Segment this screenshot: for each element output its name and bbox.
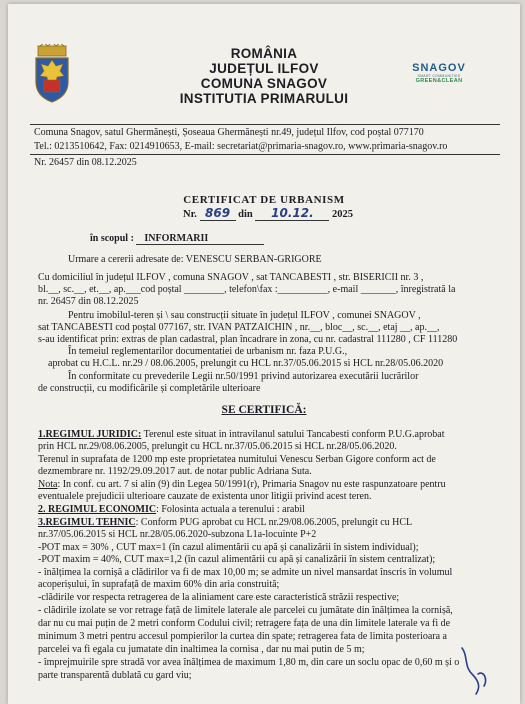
document-page — [8, 4, 520, 704]
urbanism-basis-line: În temeiul reglementarilor documentatiei de urbanism nr. faza P.U.G., — [68, 346, 348, 357]
regime-economic-title: 2. REGIMUL ECONOMIC — [38, 504, 157, 515]
regime-line-06: eventualele prejudicii ulterioare cauzate de existenta unor litigii privind acest teren. — [38, 491, 372, 502]
regime-line-04: dezmembrare nr. 1192/29.09.2017 aut. de notar public Adriana Suta. — [38, 466, 312, 477]
scope-value: INFORMARII — [136, 233, 264, 245]
regime-line-18: parcelei va fi egala cu jumatate din inaltimea la cornisa , dar nu mai putin de 5 m; — [38, 644, 365, 655]
note-label: Nota — [38, 479, 58, 490]
nr-label: Nr. — [183, 209, 197, 220]
signature-mark-icon — [454, 644, 494, 696]
scope-label: în scopul : — [90, 233, 134, 244]
regime-line-03: Terenul in suprafata de 1200 mp este proprietatea numitului Venescu Serban Gigore conform act de — [38, 454, 436, 465]
regime-line-12: - înălțimea la cornișă a clădirilor va fi de max 10,00 m; se admite un nivel mansardat înscris în volumul — [38, 567, 453, 578]
note-line — [38, 479, 446, 490]
regime-line-17: minimum 3 metri pentru accesul pompierilor la curtea din spate; retragerea fata de limita posterioara a — [38, 631, 447, 642]
regime-line-20: parte transparentă dublată cu gard viu; — [38, 670, 192, 681]
note-text: : In conf. cu art. 7 si alin (9) din Legea 50/1991(r), Primaria Snagov nu este raspunzatoare pentru — [57, 479, 446, 490]
law-line: În conformitate cu prevederile Legii nr.50/1991 privind autorizarea executării lucrărilor — [68, 371, 419, 382]
regime-line-11: -POT maxim = 40%, CUT max=1,2 (în cazul alimentării cu apă și canalizării în sistem centralizat); — [38, 554, 436, 565]
header-county: JUDEȚUL ILFOV — [209, 61, 319, 76]
section-title: SE CERTIFICĂ: — [221, 404, 307, 416]
regime-line-14: -clădirile vor respecta retragerea de la aliniament care este caracteristică străzii respective; — [38, 592, 400, 603]
hcl-approval-line: aprobat cu H.C.L. nr.29 / 08.06.2005, prelungit cu HCL nr.37/05.06.2015 si HCL nr.28/05.06.2020 — [48, 358, 444, 369]
certificate-number: 869 — [200, 206, 236, 221]
snagov-logo — [396, 62, 482, 84]
logo-sub: GREEN&CLEAN — [415, 78, 463, 84]
request-number-line: nr. 26457 din 08.12.2025 — [38, 296, 139, 307]
scope-line — [90, 233, 264, 245]
regime-economic-text: : Folosinta actuala a terenului : arabil — [156, 504, 305, 515]
contact-address: Comuna Snagov, satul Ghermănești, Șoseaua Ghermănești nr.49, județul Ilfov, cod poștal 077170 — [34, 127, 424, 138]
din-label: din — [238, 209, 253, 220]
regime-line-19: - împrejmuirile spre stradă vor avea înălțimea de maximum 1,80 m, din care un soclu opac de 0,60 m și o — [38, 657, 460, 668]
logo-tagline: SMART COMMUNITIES — [417, 74, 461, 78]
regime-line-10: -POT max = 30% , CUT max=1 (în cazul alimentării cu apă și canalizării în sistem individual); — [38, 542, 419, 553]
contact-phone-email: Tel.: 0213510642, Fax: 0214910653, E-mail: secretariat@primaria-snagov.ro, www.primaria-snagov.ro — [34, 141, 448, 152]
header-country: ROMÂNIA — [230, 46, 298, 61]
header-commune: COMUNA SNAGOV — [200, 76, 328, 91]
certificate-title: CERTIFICAT DE URBANISM — [183, 194, 345, 206]
domicile-line: Cu domiciliul în județul ILFOV , comuna SNAGOV , sat TANCABESTI , str. BISERICII nr. 3 , — [38, 272, 424, 283]
registration-number: Nr. 26457 din 08.12.2025 — [34, 157, 137, 168]
certificate-date: 10.12. — [255, 206, 329, 221]
regime-economic-line — [38, 504, 305, 515]
regime-line-09: nr.37/05.06.2015 si HCL nr.28/05.06.2020-subzona L1a-locuinte P+2 — [38, 529, 317, 540]
regime-tehnic-title: 3.REGIMUL TEHNIC — [38, 517, 136, 528]
certificate-year: 2025 — [332, 209, 354, 220]
property-line: Pentru imobilul-teren și \ sau construcții situate în județul ILFOV , comunei SNAGOV , — [68, 310, 421, 321]
regime-line-13: acoperișului, în suprafață de maxim 60% din aria construită; — [38, 579, 280, 590]
regime-juridic-line — [38, 429, 445, 440]
regime-line-15: - clădirile izolate se vor retrage față de limitele laterale ale parcelei cu jumătate din înălțimea la cornișă, — [38, 605, 453, 616]
regime-tehnic-line — [38, 517, 412, 528]
property-address-line: sat TANCABESTI cod poștal 077167, str. IVAN PATZAICHIN , nr.__, bloc__, sc.__, etaj __, ap.__, — [38, 322, 440, 333]
header-divider — [30, 124, 500, 125]
contact-divider — [30, 154, 500, 155]
regime-tehnic-text: : Conform PUG aprobat cu HCL nr.29/08.06.2005, prelungit cu HCL — [135, 517, 413, 528]
regime-juridic-text: Terenul este situat in intravilanul satului Tancabesti conform P.U.G.aprobat — [141, 429, 445, 440]
header-institution: INSTITUTIA PRIMARULUI — [179, 91, 349, 106]
regime-juridic-title: 1.REGIMUL JURIDIC: — [38, 429, 142, 440]
contact-fields-line: bl.__, sc.__, et.__, ap.___cod poștal ________, telefon\fax :__________, e-mail _______, înregistrată la — [38, 284, 456, 295]
law-line-2: de construcții, cu modificările și completările ulterioare — [38, 383, 261, 394]
logo-name: SNAGOV — [412, 62, 466, 74]
cadastral-line: s-au identificat prin: extras de plan cadastral, plan încadrare in zona, cu nr. cadastral 111280 , CF 111280 — [38, 334, 458, 345]
applicant-line: Urmare a cererii adresate de: VENESCU SERBAN-GRIGORE — [68, 254, 322, 265]
regime-line-02: prin HCL nr.29/08.06.2005, prelungit cu HCL nr.37/05.06.2015 si HCL nr.28/05.06.2020. — [38, 441, 397, 452]
certificate-number-line — [183, 206, 353, 221]
regime-line-16: dar nu cu mai puțin de 2 metri conform Codului civil; retragere fața de una din limitele laterale va fi de — [38, 618, 451, 629]
